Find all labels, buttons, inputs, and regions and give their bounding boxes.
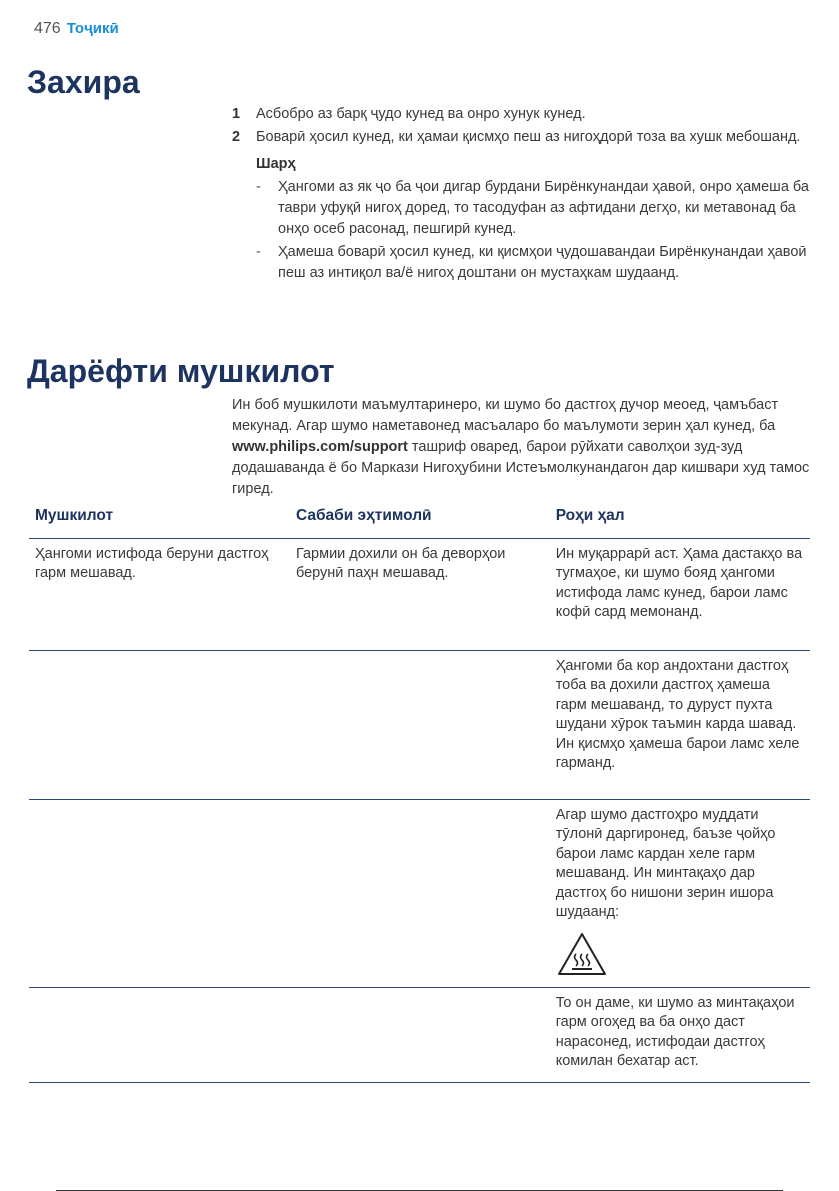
step-item [232,127,812,148]
troubleshooting-intro [232,395,812,500]
solution-cell: Ин муқаррарӣ аст. Ҳама дастакҳо ва тугмаҳое, ки шумо бояд ҳангоми истифода ламс кунед, барои ламс кофӣ сард мемонанд. [550,538,810,650]
step-item [232,104,812,125]
troubleshooting-heading: Дарёфти мушкилот [27,353,335,389]
cause-cell: Гармии дохили он ба деворҳои берунӣ паҳн мешавад. [290,538,550,650]
support-link[interactable]: www.philips.com/support [232,439,408,455]
step-text: Асбобро аз барқ ҷудо кунед ва онро хунук кунед. [256,106,586,122]
step-number: 2 [232,129,241,145]
table-row [29,538,810,650]
note-text: Ҳангоми аз як ҷо ба ҷои дигар бурдани Бирёнкунандаи ҳавоӣ, онро ҳамеша ба таври уфуқӣ нигоҳ доред, то тасодуфан аз афтидани дегҳо, ки метавонад ба онҳо осеб расонад, пешгирӣ кунед. [278,179,809,237]
language-label: Тоҷикӣ [66,20,119,37]
dash-bullet-icon: - [256,244,261,260]
page-number: 476 [34,20,61,37]
column-header-solution: Роҳи ҳал [550,500,810,538]
step-text: Боварӣ ҳосил кунед, ки ҳамаи қисмҳо пеш аз нигоҳдорӣ тоза ва хушк мебошанд. [256,129,801,145]
note-text: Ҳамеша боварӣ ҳосил кунед, ки қисмҳои ҷудошавандаи Бирёнкунандаи ҳавоӣ пеш аз интиқол ва/ё нигоҳ доштани он мустаҳкам шудаанд. [278,244,807,281]
solution-cell [550,799,810,987]
cause-cell [290,987,550,1082]
dash-bullet-icon: - [256,179,261,195]
table-row [29,799,810,987]
problem-cell: Ҳангоми истифода беруни дастгоҳ гарм мешавад. [29,538,290,650]
solution-cell: То он даме, ки шумо аз минтақаҳои гарм огоҳед ва ба онҳо даст нарасонед, истифодаи дастгоҳ комилан бехатар аст. [550,987,810,1082]
problem-cell [29,987,290,1082]
page-header [34,20,119,38]
storage-steps [232,104,812,286]
problem-cell [29,650,290,799]
cause-cell [290,650,550,799]
problem-cell [29,799,290,987]
note-title: Шарҳ [256,156,296,172]
intro-text: Ин боб мушкилоти маъмултаринеро, ки шумо бо дастгоҳ дучор меоед, ҷамъбаст мекунад. Агар шумо наметавонед масъаларо бо маълумоти зерин ҳал кунед, ба [232,397,779,434]
note-item [256,242,812,284]
storage-heading: Захира [27,64,140,100]
table-header-row [29,500,810,538]
table-row [29,650,810,799]
troubleshooting-table [29,500,810,1083]
solution-text: Агар шумо дастгоҳро муддати тӯлонӣ даргиронед, баъзе ҷойҳо барои ламс кардан хеле гарм мешаванд. Ин минтақаҳо дар дастгоҳ бо нишони зерин ишора шудаанд: [555,806,776,920]
hot-surface-warning-icon [556,931,608,977]
step-number: 1 [232,106,241,122]
note-block [256,154,812,284]
table-row [29,987,810,1082]
cause-cell [290,799,550,987]
note-item [256,177,812,240]
intro-text-end: ташриф оваред, барои рӯйхати саволҳои зуд-зуд додашаванда ё бо Маркази Нигоҳубини Истеъмолкунандагон дар кишвари худ тамос гиред. [232,439,810,497]
column-header-cause: Сабаби эҳтимолӣ [290,500,550,538]
solution-cell: Ҳангоми ба кор андохтани дастгоҳ тоба ва дохили дастгоҳ ҳамеша гарм мешаванд, то дуруст пухта шудани хӯрок таъмин карда шавад. Ин қисмҳо ҳамеша барои ламс хеле гарманд. [550,650,810,799]
column-header-problem: Мушкилот [29,500,290,538]
